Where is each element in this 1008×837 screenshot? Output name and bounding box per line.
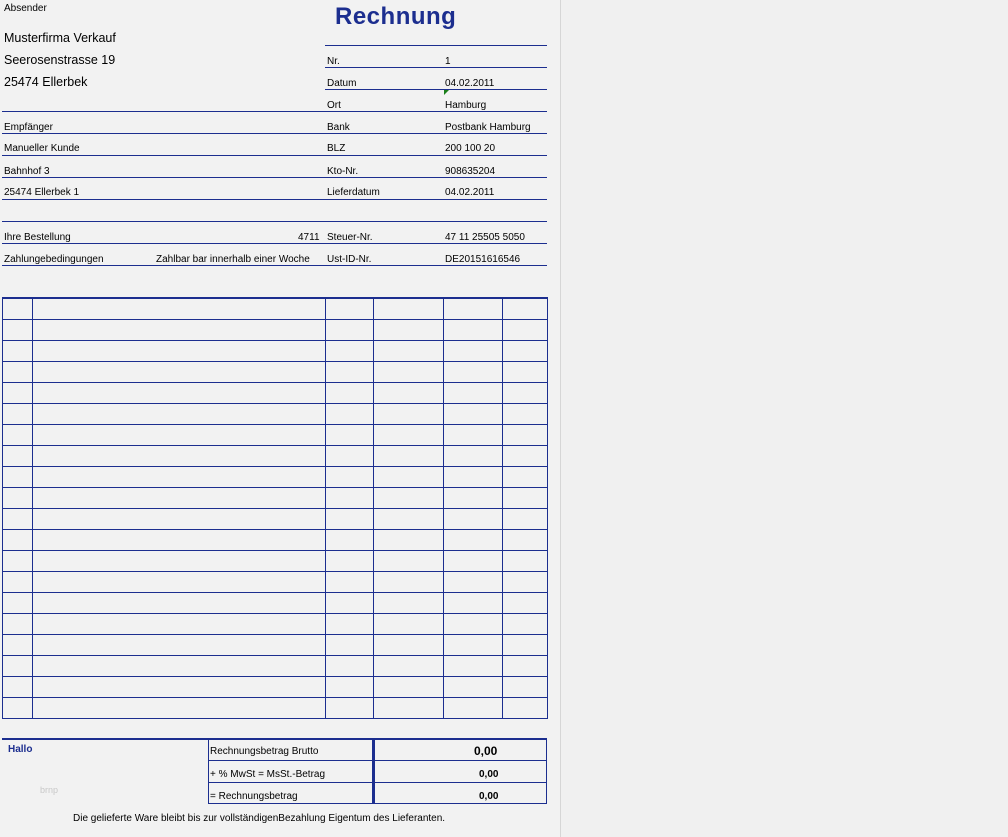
item-cell[interactable] <box>3 530 33 551</box>
item-cell[interactable] <box>33 446 326 467</box>
item-cell[interactable] <box>326 467 374 488</box>
item-cell[interactable] <box>503 530 548 551</box>
item-row <box>3 593 548 614</box>
item-cell[interactable] <box>3 551 33 572</box>
item-cell[interactable] <box>326 530 374 551</box>
meta-value: 908635204 <box>445 166 496 177</box>
item-cell[interactable] <box>326 320 374 341</box>
item-cell[interactable] <box>3 425 33 446</box>
item-cell[interactable] <box>503 467 548 488</box>
item-cell[interactable] <box>33 425 326 446</box>
footer-note: Die gelieferte Ware bleibt bis zur vollständigenBezahlung Eigentum des Lieferanten. <box>73 813 446 824</box>
item-cell[interactable] <box>444 530 503 551</box>
item-cell[interactable] <box>3 446 33 467</box>
meta-key: Nr. <box>327 56 340 67</box>
totals-top-rule <box>2 738 547 740</box>
item-cell[interactable] <box>444 362 503 383</box>
item-cell[interactable] <box>503 572 548 593</box>
item-row <box>3 467 548 488</box>
item-cell[interactable] <box>444 467 503 488</box>
item-cell[interactable] <box>503 656 548 677</box>
item-cell[interactable] <box>503 488 548 509</box>
item-cell[interactable] <box>3 341 33 362</box>
item-cell[interactable] <box>444 551 503 572</box>
rule <box>208 803 547 804</box>
item-cell[interactable] <box>503 425 548 446</box>
faint-text: brnp <box>40 785 59 795</box>
item-cell[interactable] <box>503 593 548 614</box>
item-cell[interactable] <box>503 677 548 698</box>
item-row <box>3 341 548 362</box>
item-cell[interactable] <box>3 572 33 593</box>
rule <box>208 760 547 761</box>
total-label: Rechnungsbetrag Brutto <box>210 746 319 757</box>
item-cell[interactable] <box>33 677 326 698</box>
item-cell[interactable] <box>444 383 503 404</box>
item-cell[interactable] <box>374 383 444 404</box>
item-cell[interactable] <box>503 614 548 635</box>
payment-terms: Zahlbar bar innerhalb einer Woche <box>156 254 310 265</box>
item-cell[interactable] <box>374 467 444 488</box>
item-cell[interactable] <box>374 509 444 530</box>
recipient-street: Bahnhof 3 <box>4 166 50 177</box>
item-cell[interactable] <box>3 320 33 341</box>
item-cell[interactable] <box>374 656 444 677</box>
meta-value: 04.02.2011 <box>445 78 495 89</box>
item-cell[interactable] <box>33 614 326 635</box>
item-cell[interactable] <box>33 298 326 320</box>
item-cell[interactable] <box>326 362 374 383</box>
item-cell[interactable] <box>33 593 326 614</box>
recipient-name: Manueller Kunde <box>4 143 80 154</box>
item-row <box>3 572 548 593</box>
item-cell[interactable] <box>444 635 503 656</box>
item-cell[interactable] <box>33 551 326 572</box>
recipient-label: Empfänger <box>4 122 53 133</box>
item-cell[interactable] <box>3 298 33 320</box>
meta-value: 47 11 25505 5050 <box>445 232 525 243</box>
item-cell[interactable] <box>326 677 374 698</box>
item-row <box>3 656 548 677</box>
item-cell[interactable] <box>3 404 33 425</box>
item-cell[interactable] <box>444 593 503 614</box>
rule <box>2 177 547 178</box>
item-cell[interactable] <box>326 551 374 572</box>
item-row <box>3 298 548 320</box>
item-cell[interactable] <box>33 635 326 656</box>
total-value: 0,00 <box>479 791 499 802</box>
rule <box>2 199 547 200</box>
total-label: = Rechnungsbetrag <box>210 791 298 802</box>
item-cell[interactable] <box>326 298 374 320</box>
item-cell[interactable] <box>444 656 503 677</box>
meta-value: Postbank Hamburg <box>445 122 531 133</box>
item-cell[interactable] <box>374 677 444 698</box>
item-cell[interactable] <box>3 677 33 698</box>
item-cell[interactable] <box>374 698 444 719</box>
item-cell[interactable] <box>503 446 548 467</box>
item-cell[interactable] <box>374 530 444 551</box>
item-cell[interactable] <box>374 341 444 362</box>
item-cell[interactable] <box>326 383 374 404</box>
item-cell[interactable] <box>326 509 374 530</box>
item-cell[interactable] <box>503 509 548 530</box>
totals-divider <box>208 739 209 804</box>
item-cell[interactable] <box>3 656 33 677</box>
item-cell[interactable] <box>326 593 374 614</box>
item-cell[interactable] <box>3 509 33 530</box>
item-cell[interactable] <box>33 572 326 593</box>
item-row <box>3 698 548 719</box>
item-cell[interactable] <box>326 572 374 593</box>
item-row <box>3 614 548 635</box>
item-cell[interactable] <box>444 614 503 635</box>
rule <box>2 221 547 222</box>
meta-key: Datum <box>327 78 357 89</box>
item-cell[interactable] <box>326 341 374 362</box>
sender-street: Seerosenstrasse 19 <box>4 53 116 67</box>
meta-value: 200 100 20 <box>445 143 496 154</box>
meta-key: Kto-Nr. <box>327 166 359 177</box>
item-cell[interactable] <box>374 551 444 572</box>
meta-value: Hamburg <box>445 100 487 111</box>
item-cell[interactable] <box>33 404 326 425</box>
items-body <box>3 298 548 719</box>
item-row <box>3 635 548 656</box>
item-cell[interactable] <box>503 635 548 656</box>
rule <box>2 111 547 112</box>
item-cell[interactable] <box>503 698 548 719</box>
rule <box>208 782 547 783</box>
item-cell[interactable] <box>33 509 326 530</box>
item-row <box>3 404 548 425</box>
item-row <box>3 446 548 467</box>
item-row <box>3 551 548 572</box>
item-cell[interactable] <box>33 362 326 383</box>
item-cell[interactable] <box>444 404 503 425</box>
item-cell[interactable] <box>326 404 374 425</box>
item-cell[interactable] <box>503 404 548 425</box>
item-row <box>3 362 548 383</box>
item-cell[interactable] <box>326 614 374 635</box>
totals-divider-bold <box>372 739 375 804</box>
item-cell[interactable] <box>444 677 503 698</box>
item-cell[interactable] <box>444 698 503 719</box>
item-cell[interactable] <box>444 341 503 362</box>
item-cell[interactable] <box>374 488 444 509</box>
item-row <box>3 677 548 698</box>
item-cell[interactable] <box>374 614 444 635</box>
item-cell[interactable] <box>374 298 444 320</box>
invoice-title: Rechnung <box>335 3 457 30</box>
meta-key: Ust-ID-Nr. <box>327 254 372 265</box>
meta-key: BLZ <box>327 143 346 154</box>
item-cell[interactable] <box>444 509 503 530</box>
meta-key: Bank <box>327 122 350 133</box>
items-table <box>2 297 548 719</box>
item-row <box>3 320 548 341</box>
item-cell[interactable] <box>326 698 374 719</box>
meta-value: DE20151616546 <box>445 254 521 265</box>
meta-value: 04.02.2011 <box>445 187 495 198</box>
item-cell[interactable] <box>374 320 444 341</box>
item-cell[interactable] <box>33 656 326 677</box>
item-cell[interactable] <box>33 320 326 341</box>
rule <box>2 265 547 266</box>
item-cell[interactable] <box>503 320 548 341</box>
item-cell[interactable] <box>444 425 503 446</box>
rule <box>325 45 547 46</box>
item-cell[interactable] <box>444 572 503 593</box>
totals-right-border <box>546 739 547 804</box>
meta-key: Lieferdatum <box>327 187 380 198</box>
item-cell[interactable] <box>444 446 503 467</box>
order-number: 4711 <box>298 232 320 243</box>
item-cell[interactable] <box>326 635 374 656</box>
sender-company: Musterfirma Verkauf <box>4 31 116 45</box>
item-row <box>3 530 548 551</box>
item-cell[interactable] <box>33 467 326 488</box>
item-cell[interactable] <box>3 383 33 404</box>
item-cell[interactable] <box>326 425 374 446</box>
item-cell[interactable] <box>33 383 326 404</box>
note-text: Hallo <box>8 744 33 755</box>
rule <box>2 155 547 156</box>
meta-key: Steuer-Nr. <box>327 232 373 243</box>
item-cell[interactable] <box>33 698 326 719</box>
item-cell[interactable] <box>503 551 548 572</box>
item-cell[interactable] <box>503 298 548 320</box>
rule <box>2 243 547 244</box>
item-cell[interactable] <box>3 698 33 719</box>
item-cell[interactable] <box>444 298 503 320</box>
item-row <box>3 488 548 509</box>
item-cell[interactable] <box>326 488 374 509</box>
item-cell[interactable] <box>503 383 548 404</box>
item-cell[interactable] <box>374 572 444 593</box>
item-cell[interactable] <box>33 530 326 551</box>
sender-city: 25474 Ellerbek <box>4 75 88 89</box>
item-cell[interactable] <box>374 425 444 446</box>
item-cell[interactable] <box>374 635 444 656</box>
item-cell[interactable] <box>444 320 503 341</box>
recipient-city: 25474 Ellerbek 1 <box>4 187 80 198</box>
rule <box>325 89 547 90</box>
item-cell[interactable] <box>503 362 548 383</box>
item-cell[interactable] <box>33 341 326 362</box>
item-cell[interactable] <box>3 362 33 383</box>
sender-label: Absender <box>4 3 47 14</box>
order-label: Ihre Bestellung <box>4 232 71 243</box>
cell-comment-marker <box>444 90 449 95</box>
item-row <box>3 425 548 446</box>
item-cell[interactable] <box>374 404 444 425</box>
payment-label: Zahlungebedingungen <box>4 254 104 265</box>
item-cell[interactable] <box>3 635 33 656</box>
total-value: 0,00 <box>474 744 498 758</box>
meta-key: Ort <box>327 100 341 111</box>
item-cell[interactable] <box>3 614 33 635</box>
total-label: + % MwSt = MsSt.-Betrag <box>210 769 326 780</box>
item-cell[interactable] <box>326 446 374 467</box>
rule <box>325 67 547 68</box>
item-cell[interactable] <box>374 593 444 614</box>
meta-value: 1 <box>445 56 451 67</box>
item-cell[interactable] <box>3 488 33 509</box>
item-cell[interactable] <box>374 362 444 383</box>
total-value: 0,00 <box>479 769 499 780</box>
item-row <box>3 383 548 404</box>
item-cell[interactable] <box>3 467 33 488</box>
item-cell[interactable] <box>326 656 374 677</box>
item-cell[interactable] <box>503 341 548 362</box>
item-cell[interactable] <box>33 488 326 509</box>
item-cell[interactable] <box>444 488 503 509</box>
item-row <box>3 509 548 530</box>
item-cell[interactable] <box>374 446 444 467</box>
rule <box>2 133 547 134</box>
item-cell[interactable] <box>3 593 33 614</box>
